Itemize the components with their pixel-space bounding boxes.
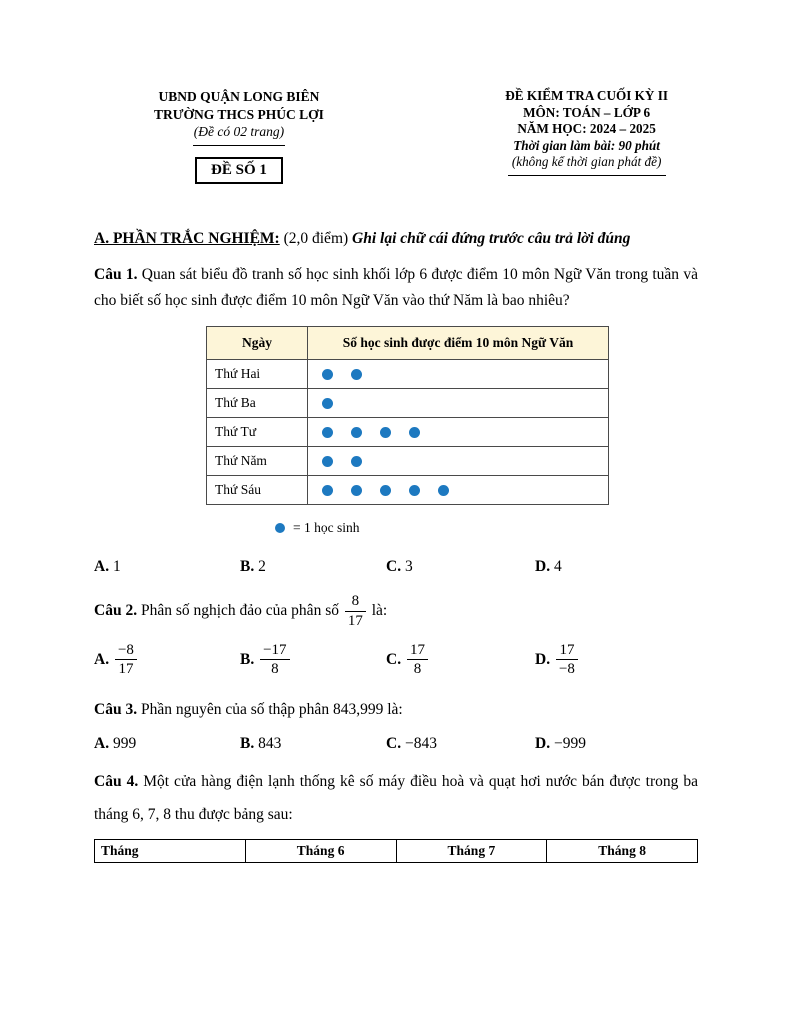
option-value: 999 bbox=[112, 735, 137, 752]
student-dot-icon bbox=[380, 427, 391, 438]
column-header-month-8: Tháng 8 bbox=[547, 840, 698, 863]
option-letter: B. bbox=[240, 735, 255, 752]
section-a-heading bbox=[94, 226, 698, 252]
question-3-text: Phần nguyên của số thập phân 843,999 là: bbox=[140, 701, 403, 718]
option-value: 1 bbox=[112, 558, 121, 575]
option-letter: D. bbox=[535, 735, 551, 752]
option-letter: A. bbox=[94, 735, 110, 752]
exam-number-box bbox=[195, 157, 283, 185]
pictograph-header-row bbox=[207, 327, 609, 360]
student-dot-icon bbox=[322, 456, 333, 467]
divider-line bbox=[193, 145, 285, 146]
option-b bbox=[240, 558, 386, 576]
fraction-numerator: −8 bbox=[115, 641, 137, 661]
day-label: Thứ Sáu bbox=[207, 476, 308, 505]
option-letter: B. bbox=[240, 558, 255, 575]
option-value: 843 bbox=[258, 735, 282, 752]
student-dot-icon bbox=[351, 369, 362, 380]
pictograph-row bbox=[207, 418, 609, 447]
section-a-instruction: Ghi lại chữ cái đứng trước câu trả lời đúng bbox=[352, 230, 631, 247]
org-name: UBND QUẬN LONG BIÊN bbox=[158, 89, 320, 104]
option-value: 2 bbox=[258, 558, 266, 575]
pictograph-row bbox=[207, 360, 609, 389]
day-label: Thứ Hai bbox=[207, 360, 308, 389]
option-letter: A. bbox=[94, 558, 110, 575]
option-c bbox=[386, 641, 535, 680]
fraction bbox=[407, 641, 428, 680]
question-2-options bbox=[94, 641, 698, 680]
pictograph-table bbox=[206, 326, 609, 505]
dots-cell bbox=[308, 476, 609, 505]
option-value: −999 bbox=[553, 735, 586, 752]
duration-note: (không kể thời gian phát đề) bbox=[511, 154, 662, 169]
student-dot-icon bbox=[322, 398, 333, 409]
question-3-options bbox=[94, 735, 698, 753]
fraction-denominator: 17 bbox=[347, 612, 363, 629]
student-dot-icon bbox=[438, 485, 449, 496]
fraction-numerator: 17 bbox=[407, 641, 428, 661]
option-d bbox=[535, 558, 698, 576]
day-label: Thứ Ba bbox=[207, 389, 308, 418]
section-a-points: (2,0 điểm) bbox=[283, 230, 349, 247]
pictograph-row bbox=[207, 389, 609, 418]
day-label: Thứ Tư bbox=[207, 418, 308, 447]
option-letter: C. bbox=[386, 650, 402, 668]
pictograph-row bbox=[207, 476, 609, 505]
student-dot-icon bbox=[409, 427, 420, 438]
student-dot-icon bbox=[322, 485, 333, 496]
section-a-title: A. PHẦN TRẮC NGHIỆM: bbox=[94, 230, 280, 247]
student-dot-icon bbox=[351, 456, 362, 467]
column-header-students: Số học sinh được điểm 10 môn Ngữ Văn bbox=[308, 327, 609, 360]
option-d bbox=[535, 735, 698, 753]
option-letter: C. bbox=[386, 735, 402, 752]
student-dot-icon bbox=[351, 485, 362, 496]
option-value: 3 bbox=[404, 558, 413, 575]
sales-table-header-row bbox=[95, 840, 698, 863]
question-1-text: Quan sát biểu đồ tranh số học sinh khối lớp 6 được điểm 10 môn Ngữ Văn trong tuần và cho biết số học sinh được điểm 10 môn Ngữ Văn vào thứ Năm là bao nhiêu? bbox=[94, 266, 698, 309]
fraction-denominator: 8 bbox=[413, 661, 422, 678]
question-1 bbox=[94, 262, 698, 314]
duration-line: Thời gian làm bài: 90 phút bbox=[513, 137, 660, 153]
column-header-month-6: Tháng 6 bbox=[245, 840, 396, 863]
question-2-label: Câu 2. bbox=[94, 601, 138, 619]
pictograph-row bbox=[207, 447, 609, 476]
divider-line bbox=[508, 175, 666, 176]
question-4-label: Câu 4. bbox=[94, 773, 139, 790]
fraction bbox=[345, 592, 366, 631]
day-label: Thứ Năm bbox=[207, 447, 308, 476]
student-dot-icon bbox=[351, 427, 362, 438]
dots-cell bbox=[308, 447, 609, 476]
fraction-denominator: 8 bbox=[271, 661, 279, 678]
option-letter: D. bbox=[535, 650, 551, 668]
dots-cell bbox=[308, 360, 609, 389]
fraction bbox=[260, 641, 289, 680]
question-1-label: Câu 1. bbox=[94, 266, 138, 283]
page-count-note: (Đề có 02 trang) bbox=[193, 124, 285, 139]
fraction-numerator: −17 bbox=[260, 641, 289, 661]
exam-title: ĐỀ KIỂM TRA CUỐI KỲ II bbox=[505, 88, 668, 103]
question-2-text-before: Phân số nghịch đảo của phân số bbox=[140, 601, 339, 619]
school-name: TRƯỜNG THCS PHÚC LỢI bbox=[154, 106, 324, 122]
option-d bbox=[535, 641, 698, 680]
sales-table bbox=[94, 839, 698, 863]
question-2 bbox=[94, 592, 698, 631]
option-letter: A. bbox=[94, 650, 110, 668]
fraction-denominator: −8 bbox=[558, 661, 575, 678]
option-a bbox=[94, 558, 240, 576]
option-value: 4 bbox=[553, 558, 562, 575]
dots-cell bbox=[308, 389, 609, 418]
student-dot-icon bbox=[409, 485, 420, 496]
fraction bbox=[556, 641, 578, 680]
option-letter: B. bbox=[240, 650, 255, 668]
student-dot-icon bbox=[322, 369, 333, 380]
dots-cell bbox=[308, 418, 609, 447]
exam-number-label: ĐỀ SỐ 1 bbox=[211, 161, 267, 178]
fraction bbox=[115, 641, 137, 680]
question-4 bbox=[94, 765, 698, 831]
option-a bbox=[94, 641, 240, 680]
student-dot-icon bbox=[380, 485, 391, 496]
fraction-denominator: 17 bbox=[118, 661, 134, 678]
option-c bbox=[386, 558, 535, 576]
fraction-numerator: 17 bbox=[556, 641, 578, 661]
student-dot-icon bbox=[275, 523, 285, 533]
option-a bbox=[94, 735, 240, 753]
question-1-options bbox=[94, 558, 698, 576]
question-3-label: Câu 3. bbox=[94, 701, 138, 718]
school-year: NĂM HỌC: 2024 – 2025 bbox=[517, 121, 656, 136]
question-2-text-after: là: bbox=[371, 601, 388, 619]
pictograph-body bbox=[207, 360, 609, 505]
column-header-month-7: Tháng 7 bbox=[396, 840, 547, 863]
document-header bbox=[94, 88, 698, 184]
column-header-day: Ngày bbox=[207, 327, 308, 360]
option-value: −843 bbox=[404, 735, 437, 752]
option-letter: D. bbox=[535, 558, 551, 575]
option-b bbox=[240, 735, 386, 753]
option-b bbox=[240, 641, 386, 680]
column-header-month: Tháng bbox=[95, 840, 246, 863]
option-letter: C. bbox=[386, 558, 402, 575]
option-c bbox=[386, 735, 535, 753]
student-dot-icon bbox=[322, 427, 333, 438]
header-left bbox=[154, 88, 324, 184]
header-right bbox=[505, 88, 668, 176]
fraction-numerator: 8 bbox=[345, 592, 366, 612]
question-3 bbox=[94, 697, 698, 723]
legend-label: = 1 học sinh bbox=[293, 520, 360, 535]
subject-line: MÔN: TOÁN – LỚP 6 bbox=[523, 104, 651, 120]
question-4-text: Một cửa hàng điện lạnh thống kê số máy điều hoà và quạt hơi nước bán được trong ba tháng 6, 7, 8 thu được bảng sau: bbox=[94, 773, 698, 823]
pictograph-legend bbox=[275, 520, 698, 536]
